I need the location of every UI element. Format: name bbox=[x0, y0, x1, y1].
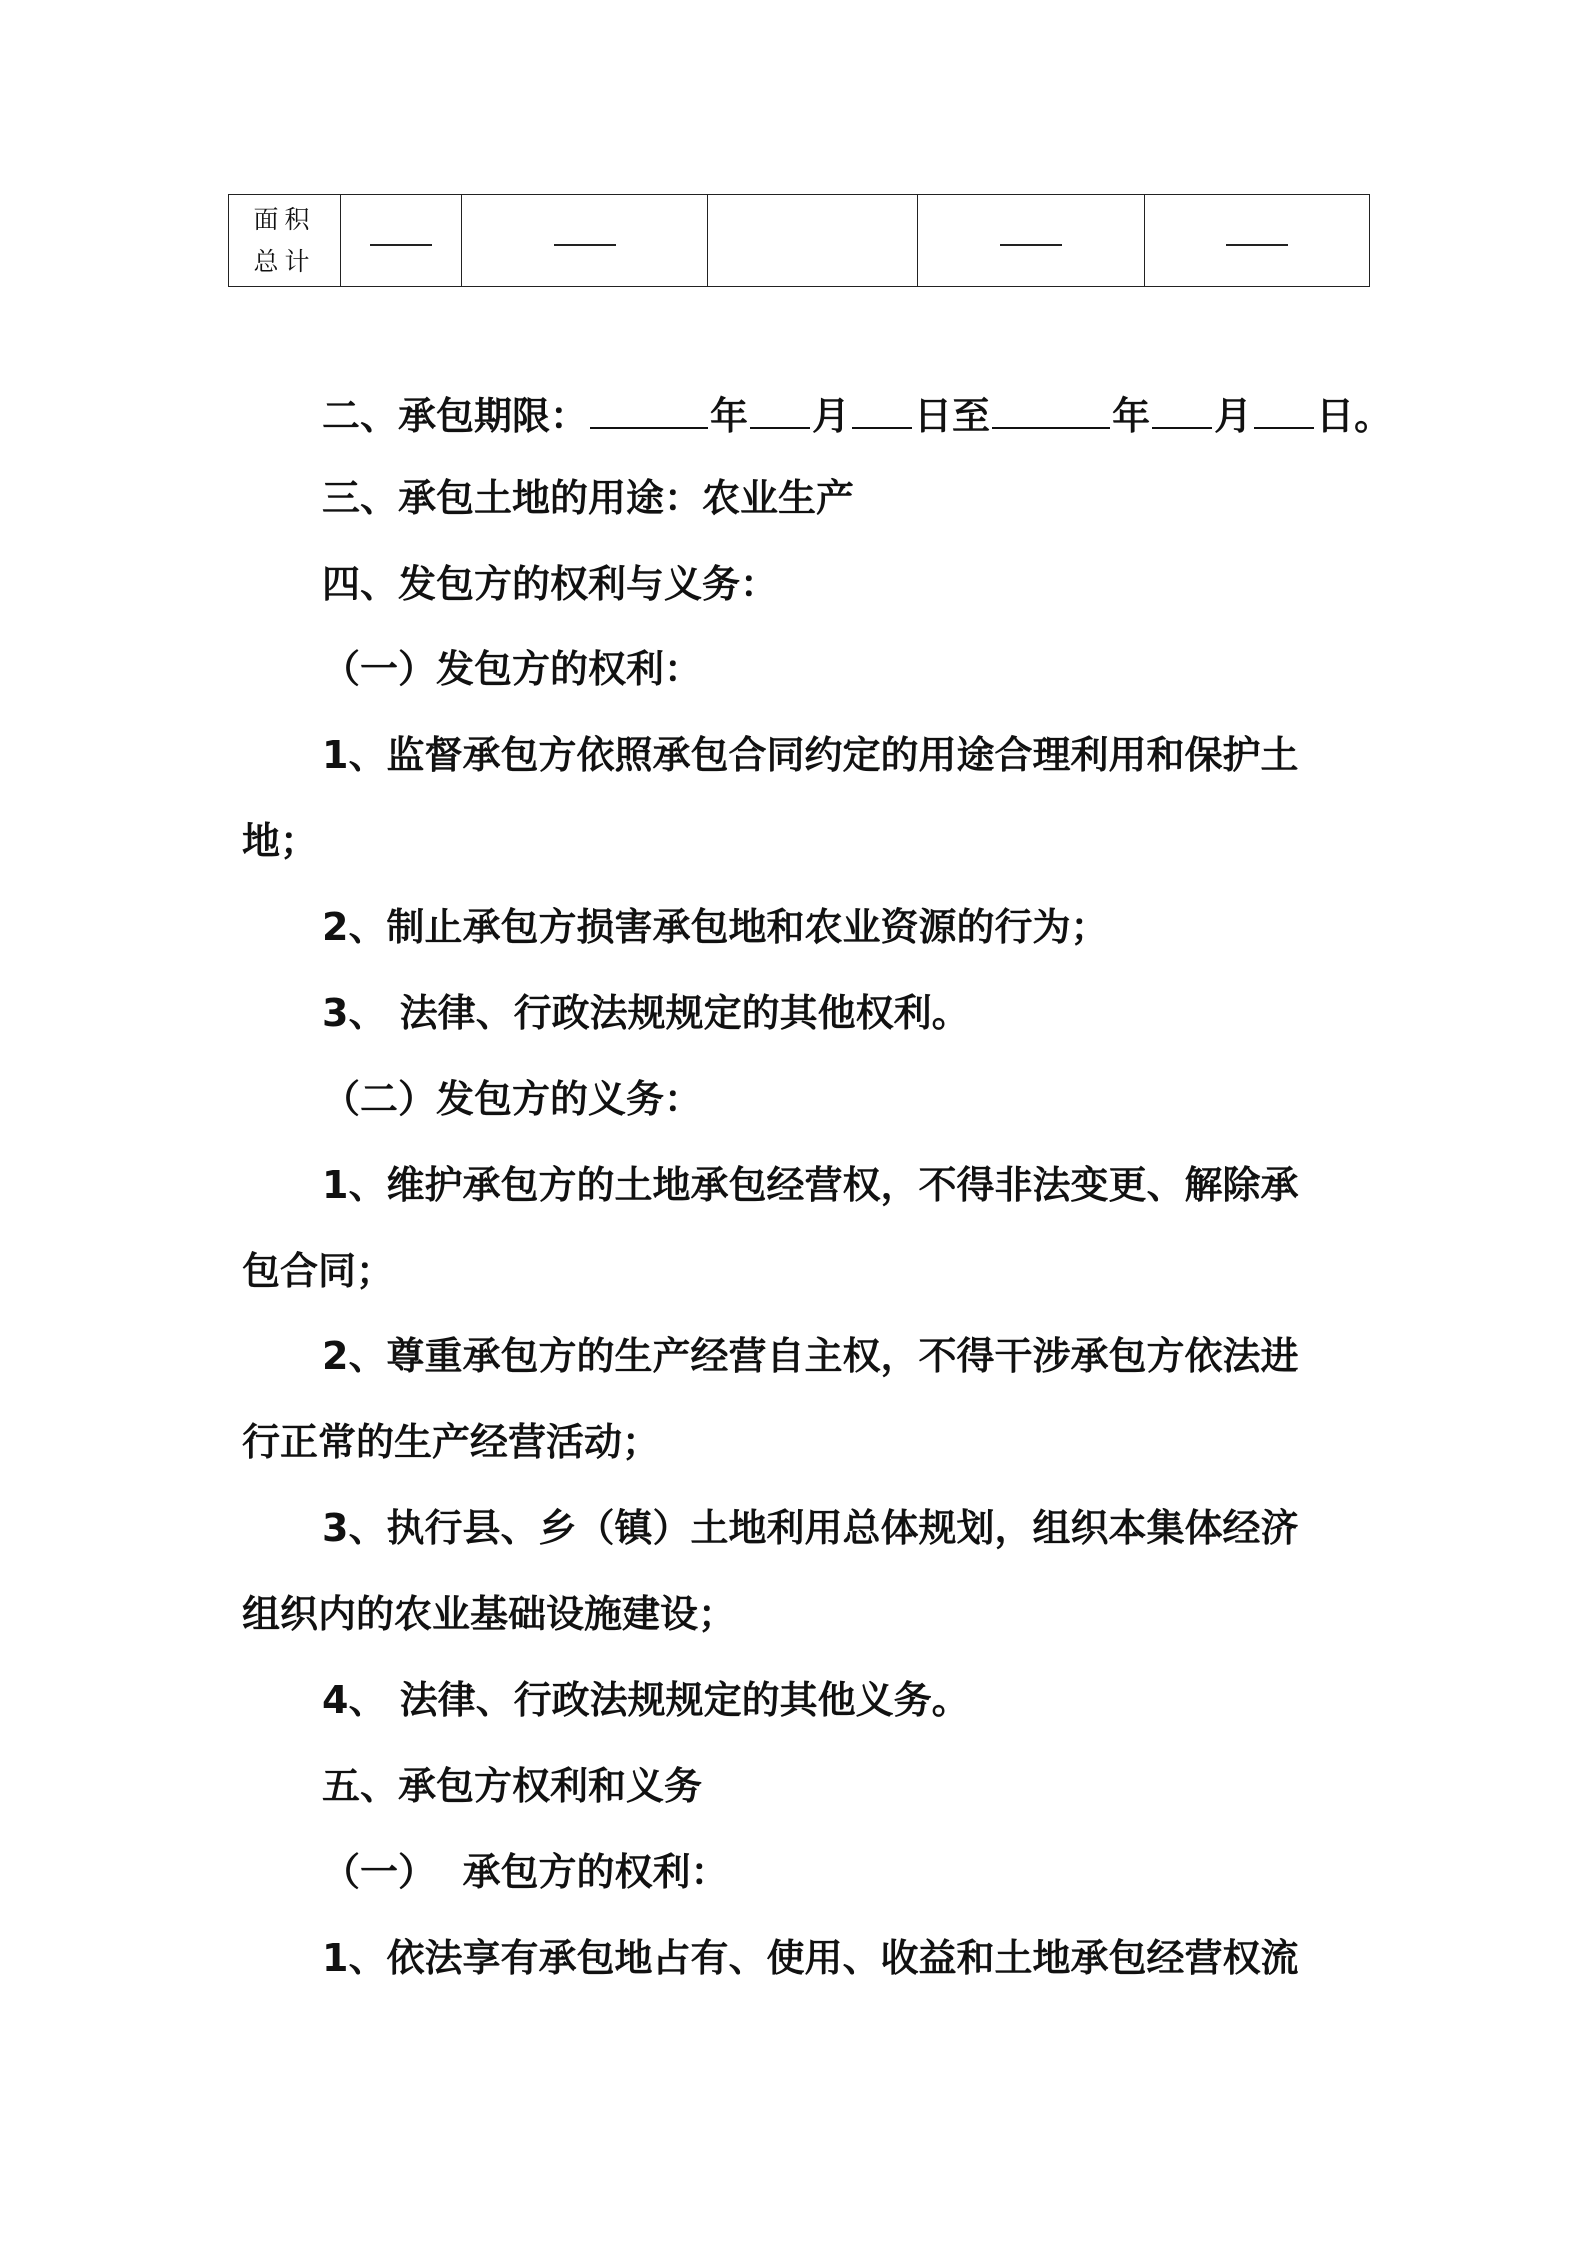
term-prefix: 二、承包期限： bbox=[322, 394, 589, 438]
blank-start-month bbox=[750, 387, 810, 429]
contractor-right-1-line-1: 1、依法享有承包地占有、使用、收益和土地承包经营权流 bbox=[322, 1936, 1299, 1980]
blank-end-month bbox=[1152, 387, 1212, 429]
term-month-label-end: 月 bbox=[1214, 394, 1253, 438]
duty-1-line-2: 包合同； bbox=[242, 1249, 395, 1293]
term-year-label-end: 年 bbox=[1112, 394, 1151, 438]
area-summary-table bbox=[228, 194, 1370, 287]
table-cell-dash bbox=[462, 195, 708, 287]
term-year-label: 年 bbox=[710, 394, 749, 438]
dash-mark bbox=[370, 244, 432, 246]
duty-3-line-2: 组织内的农业基础设施建设； bbox=[242, 1592, 737, 1636]
area-total-label-cell bbox=[229, 195, 341, 287]
blank-start-year bbox=[590, 387, 708, 429]
term-month-label: 月 bbox=[812, 394, 851, 438]
duty-2-line-2: 行正常的生产经营活动； bbox=[242, 1420, 661, 1464]
land-purpose-line: 三、承包土地的用途：农业生产 bbox=[322, 476, 855, 520]
right-1-line-2: 地； bbox=[242, 819, 319, 863]
blank-end-year bbox=[992, 387, 1110, 429]
right-2-line: 2、制止承包方损害承包地和农业资源的行为； bbox=[322, 905, 1109, 949]
dash-mark bbox=[554, 244, 616, 246]
area-total-label-line2: 总计 bbox=[253, 246, 316, 276]
section-5-title: 五、承包方权利和义务 bbox=[322, 1764, 703, 1808]
right-3-line: 3、 法律、行政法规规定的其他权利。 bbox=[322, 991, 970, 1035]
duty-3-line-1: 3、执行县、乡（镇）土地利用总体规划，组织本集体经济 bbox=[322, 1506, 1299, 1550]
section-5-rights-title: （一） 承包方的权利： bbox=[322, 1850, 729, 1894]
section-4-rights-title: （一）发包方的权利： bbox=[322, 647, 703, 691]
duty-2-line-1: 2、尊重承包方的生产经营自主权，不得干涉承包方依法进 bbox=[322, 1334, 1299, 1378]
term-day-to-label: 日至 bbox=[914, 394, 991, 438]
dash-mark bbox=[1000, 244, 1062, 246]
table-cell-dash bbox=[1145, 195, 1370, 287]
right-1-line-1: 1、监督承包方依照承包合同约定的用途合理利用和保护土 bbox=[322, 733, 1299, 777]
dash-mark bbox=[1226, 244, 1288, 246]
section-4-duties-title: （二）发包方的义务： bbox=[322, 1077, 703, 1121]
duty-1-line-1: 1、维护承包方的土地承包经营权，不得非法变更、解除承 bbox=[322, 1163, 1299, 1207]
table-row bbox=[229, 195, 1370, 287]
table-cell-dash bbox=[341, 195, 462, 287]
section-4-title: 四、发包方的权利与义务： bbox=[322, 562, 779, 606]
table-cell-empty bbox=[708, 195, 918, 287]
blank-start-day bbox=[852, 387, 912, 429]
table-cell-dash bbox=[918, 195, 1145, 287]
blank-end-day bbox=[1254, 387, 1314, 429]
duty-4-line: 4、 法律、行政法规规定的其他义务。 bbox=[322, 1678, 970, 1722]
area-total-label-line1: 面积 bbox=[253, 204, 316, 234]
term-day-end-label: 日。 bbox=[1316, 394, 1393, 438]
contract-term-line bbox=[322, 387, 1392, 441]
